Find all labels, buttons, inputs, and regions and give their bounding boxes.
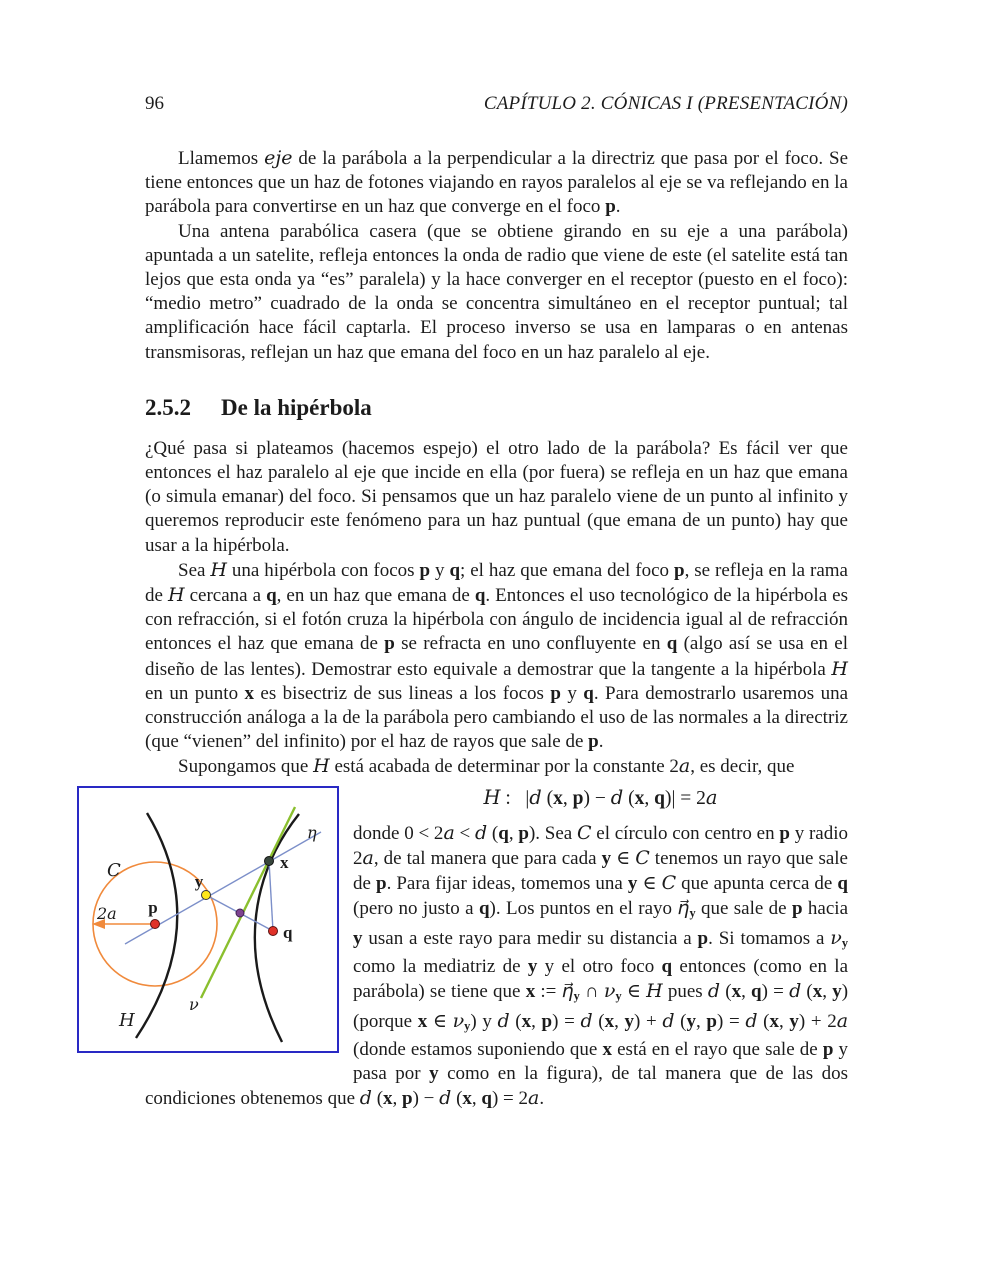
point-p: [151, 919, 160, 928]
hyperbola-equation: H : |d (x, p) − d (x, q)| = 2a: [483, 785, 718, 809]
label-x: x: [280, 852, 289, 872]
label-eta: η: [307, 822, 317, 842]
label-y: y: [194, 871, 204, 891]
point-midpoint: [236, 909, 244, 917]
paragraph-antena: Una antena parabólica casera (que se obtiene girando en su eje a una parábola) apuntada a un satelite, refleja entonces la onda de radio que viene de este (el satelite está tan lejos que esta onda ya “es” paralela) y la hace converger en el receptor (puesto en el foco): “medio metro” cuadrado de la onda se concentra simultáneo en el receptor puntual; tal amplificación hace fácil captarla. El proceso inverso se usa en lamparas o en antenas transmisoras, reflejan un haz que emana del foco en un haz paralelo al eje.: [145, 220, 848, 363]
section-heading: [145, 395, 848, 421]
running-header: [145, 93, 848, 115]
paragraph-eje: Llamemos eje de la parábola a la perpendicular a la directriz que pasa por el foco. Se tiene entonces que un haz de fotones viajando en rayos paralelos al eje se va reflejando en la parábola para convertirse en un haz que converge en el foco p.: [145, 147, 848, 218]
label-circle-C: C: [107, 859, 121, 881]
paragraph-sea-h: Sea H una hipérbola con focos p y q; el haz que emana del foco p, se refleja en la rama de H cercana a q, en un haz que emana de q. Entonces el uso tecnológico de la hipérbola es con refracción, si el fotón cruza la hipérbola con ángulo de incidencia igual al de refracción entonces el haz que emana de p se refracta en uno confluyente en q (algo así se usa en el diseño de las lentes). Demostrar esto equivale a demostrar que la tangente a la hipérbola H en un punto x es bisectriz de sus lineas a los focos p y q. Para demostrarlo usaremos una construcción análoga a la de la parábola pero cambiando el uso de las normales a la directriz (que “vienen” del infinito) por el haz de rayos que sale de p.: [145, 558, 849, 753]
hyperbola-diagram: [79, 788, 337, 1051]
label-2a: 2a: [97, 903, 117, 923]
point-x: [265, 856, 274, 865]
running-title: CAPÍTULO 2. CÓNICAS I (PRESENTACIÓN): [483, 93, 848, 114]
page-content: [97, 146, 849, 1111]
label-nu: ν: [189, 994, 199, 1014]
paragraph-donde: donde 0 < 2a < d (q, p). Sea C el círculo con centro en p y radio 2a, de tal manera que para cada y ∈ C tenemos un rayo que sale de p. Para fijar ideas, tomemos una y ∈ C que apunta cerca de q (pero no justo a q). Los puntos en el rayo η⃗y que sale de p hacia y usan a este rayo para medir su distancia a p. Si tomamos a νy como la mediatriz de y y el otro foco q entonces (como en la parábola) se tiene que x := η⃗y ∩ νy ∈ H pues d (x, q) = d (x, y) (porque x ∈ νy) y d (x, p) = d (x, y) + d (y, p) = d (x, y) + 2a (donde estamos suponiendo que x está en el rayo que sale de p y pasa por y como en la figura), de tal manera que de las dos condiciones obtenemos que d (x, p) − d (x, q) = 2a.: [145, 821, 849, 1110]
label-q: q: [283, 922, 293, 942]
paragraph-supongamos: Supongamos que H está acabada de determinar por la constante 2a, es decir, que: [178, 755, 795, 778]
label-hyperbola-H: H: [119, 1009, 135, 1031]
point-y: [202, 890, 211, 899]
page-number: 96: [145, 93, 164, 114]
section-number: 2.5.2: [145, 394, 191, 420]
mediatrix-nu-line: [201, 807, 295, 998]
paragraph-que-pasa: ¿Qué pasa si plateamos (hacemos espejo) el otro lado de la parábola? Es fácil ver que entonces el haz paralelo al eje que incide en ella (por fuera) se refleja en un haz que emana (o simula emanar) del foco. Si pensamos que un haz paralelo viene de un punto al infinito y queremos reproducir este fenómeno para un haz puntual (que emana de un punto) hay que usar a la hipérbola.: [145, 437, 848, 556]
label-p: p: [148, 897, 158, 917]
section-title: De la hipérbola: [221, 394, 372, 420]
segment-x-q: [269, 861, 273, 931]
point-q: [269, 926, 278, 935]
hyperbola-figure: [77, 786, 339, 1053]
